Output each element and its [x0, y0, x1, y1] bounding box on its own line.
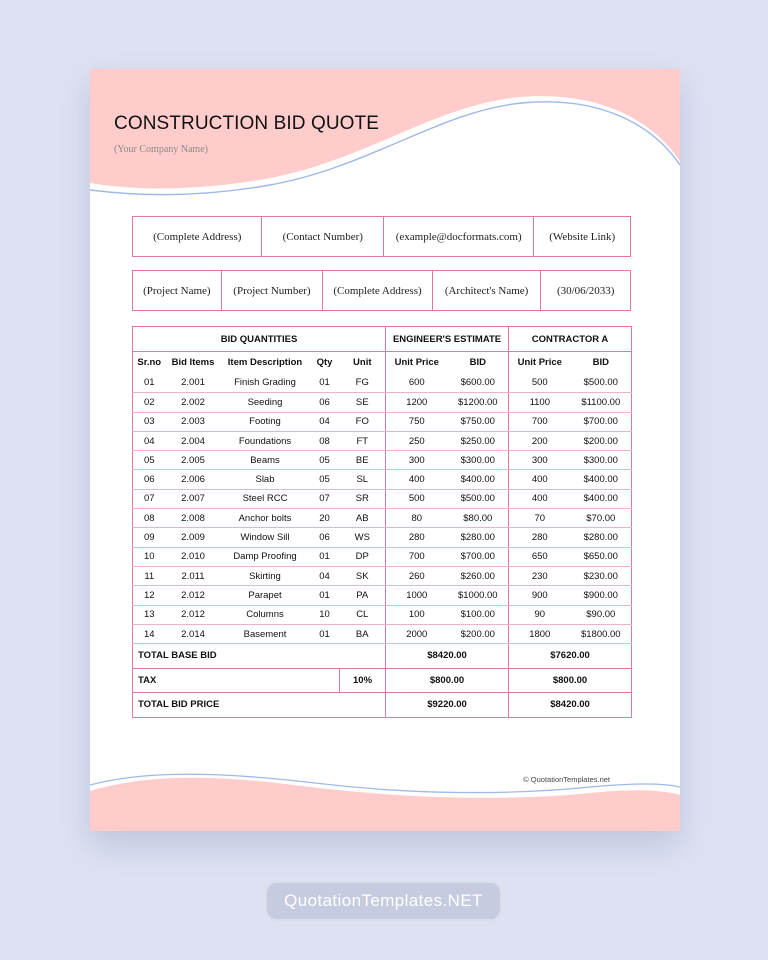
cell-unit: PA: [340, 586, 386, 605]
cell-con-unit-price: 400: [509, 470, 571, 489]
cell-eng-bid: $280.00: [448, 528, 509, 547]
total-bid-price-label: TOTAL BID PRICE: [133, 693, 386, 718]
cell-eng-unit-price: 280: [386, 528, 448, 547]
cell-con-bid: $1100.00: [571, 393, 632, 412]
group-header-row: [133, 327, 632, 352]
total-base-bid-label: TOTAL BASE BID: [133, 644, 386, 669]
cell-eng-unit-price: 300: [386, 451, 448, 470]
cell-con-unit-price: 400: [509, 489, 571, 508]
cell-unit: FO: [340, 412, 386, 431]
cell-con-bid: $650.00: [571, 547, 632, 566]
col-header-eng-bid: BID: [448, 352, 509, 374]
cell-bid-item: 2.011: [166, 566, 221, 585]
cell-eng-unit-price: 400: [386, 470, 448, 489]
cell-description: Slab: [221, 470, 310, 489]
cell-unit: BE: [340, 451, 386, 470]
cell-con-unit-price: 650: [509, 547, 571, 566]
cell-unit: SL: [340, 470, 386, 489]
cell-srno: 05: [133, 451, 166, 470]
cell-eng-bid: $260.00: [448, 566, 509, 585]
cell-srno: 06: [133, 470, 166, 489]
cell-con-bid: $400.00: [571, 470, 632, 489]
cell-description: Columns: [221, 605, 310, 624]
cell-eng-unit-price: 2000: [386, 624, 448, 643]
cell-con-unit-price: 1100: [509, 393, 571, 412]
cell-description: Finish Grading: [221, 374, 310, 393]
table-row: [133, 470, 632, 489]
cell-eng-bid: $500.00: [448, 489, 509, 508]
cell-con-unit-price: 500: [509, 374, 571, 393]
cell-eng-unit-price: 250: [386, 431, 448, 450]
cell-eng-bid: $300.00: [448, 451, 509, 470]
bid-table: [132, 326, 632, 718]
cell-eng-bid: $400.00: [448, 470, 509, 489]
cell-eng-bid: $80.00: [448, 509, 509, 528]
cell-srno: 14: [133, 624, 166, 643]
cell-con-bid: $200.00: [571, 431, 632, 450]
cell-con-bid: $280.00: [571, 528, 632, 547]
table-row: [133, 566, 632, 585]
table-row: [133, 624, 632, 643]
total-base-bid-engineer: $8420.00: [386, 644, 509, 669]
cell-eng-bid: $200.00: [448, 624, 509, 643]
cell-con-bid: $500.00: [571, 374, 632, 393]
cell-con-unit-price: 1800: [509, 624, 571, 643]
cell-qty: 10: [310, 605, 340, 624]
cell-eng-unit-price: 750: [386, 412, 448, 431]
col-header-unit: Unit: [340, 352, 386, 374]
cell-bid-item: 2.002: [166, 393, 221, 412]
tax-label: TAX: [133, 668, 340, 693]
cell-con-bid: $230.00: [571, 566, 632, 585]
cell-srno: 08: [133, 509, 166, 528]
cell-srno: 10: [133, 547, 166, 566]
group-header-bid-quantities: BID QUANTITIES: [133, 327, 386, 352]
group-header-contractor: CONTRACTOR A: [509, 327, 632, 352]
cell-con-unit-price: 70: [509, 509, 571, 528]
cell-qty: 20: [310, 509, 340, 528]
cell-eng-bid: $750.00: [448, 412, 509, 431]
cell-con-bid: $70.00: [571, 509, 632, 528]
cell-con-bid: $90.00: [571, 605, 632, 624]
cell-srno: 13: [133, 605, 166, 624]
cell-qty: 06: [310, 393, 340, 412]
cell-unit: SR: [340, 489, 386, 508]
table-row: [133, 374, 632, 393]
table-row: [133, 547, 632, 566]
cell-con-bid: $700.00: [571, 412, 632, 431]
group-header-engineer: ENGINEER'S ESTIMATE: [386, 327, 509, 352]
col-header-eng-unit-price: Unit Price: [394, 357, 439, 369]
cell-eng-unit-price: 1200: [386, 393, 448, 412]
cell-description: Beams: [221, 451, 310, 470]
cell-bid-item: 2.012: [166, 605, 221, 624]
cell-bid-item: 2.006: [166, 470, 221, 489]
tax-engineer: $800.00: [386, 668, 509, 693]
project-number-cell: (Project Number): [222, 271, 324, 310]
cell-description: Parapet: [221, 586, 310, 605]
cell-srno: 12: [133, 586, 166, 605]
cell-unit: AB: [340, 509, 386, 528]
cell-eng-bid: $250.00: [448, 431, 509, 450]
tax-rate: 10%: [340, 668, 386, 693]
cell-qty: 06: [310, 528, 340, 547]
cell-con-unit-price: 300: [509, 451, 571, 470]
total-bid-price-contractor: $8420.00: [509, 693, 632, 718]
cell-bid-item: 2.007: [166, 489, 221, 508]
table-row: [133, 586, 632, 605]
cell-con-unit-price: 700: [509, 412, 571, 431]
table-row: [133, 528, 632, 547]
footer-credit: © QuotationTemplates.net: [523, 775, 610, 784]
table-row: [133, 412, 632, 431]
tax-row: [133, 668, 632, 693]
cell-qty: 01: [310, 547, 340, 566]
cell-qty: 01: [310, 374, 340, 393]
cell-bid-item: 2.004: [166, 431, 221, 450]
cell-srno: 11: [133, 566, 166, 585]
project-address-cell: (Complete Address): [323, 271, 433, 310]
cell-bid-item: 2.014: [166, 624, 221, 643]
cell-unit: DP: [340, 547, 386, 566]
cell-con-unit-price: 280: [509, 528, 571, 547]
footer-wave: [90, 771, 680, 831]
brand-watermark: QuotationTemplates.NET: [265, 881, 502, 921]
table-row: [133, 451, 632, 470]
company-name: (Your Company Name): [114, 144, 208, 155]
cell-eng-unit-price: 260: [386, 566, 448, 585]
cell-bid-item: 2.005: [166, 451, 221, 470]
cell-unit: CL: [340, 605, 386, 624]
cell-description: Steel RCC: [221, 489, 310, 508]
cell-bid-item: 2.009: [166, 528, 221, 547]
cell-eng-unit-price: 1000: [386, 586, 448, 605]
table-row: [133, 489, 632, 508]
cell-eng-unit-price: 700: [386, 547, 448, 566]
cell-description: Foundations: [221, 431, 310, 450]
total-base-bid-contractor: $7620.00: [509, 644, 632, 669]
total-bid-price-engineer: $9220.00: [386, 693, 509, 718]
cell-eng-bid: $100.00: [448, 605, 509, 624]
cell-con-unit-price: 230: [509, 566, 571, 585]
cell-eng-unit-price: 100: [386, 605, 448, 624]
cell-eng-unit-price: 600: [386, 374, 448, 393]
cell-srno: 09: [133, 528, 166, 547]
project-name-cell: (Project Name): [133, 271, 222, 310]
cell-con-unit-price: 900: [509, 586, 571, 605]
table-row: [133, 431, 632, 450]
website-cell: (Website Link): [549, 230, 616, 243]
col-header-con-unit-price: Unit Price: [517, 357, 562, 369]
cell-description: Basement: [221, 624, 310, 643]
cell-qty: 05: [310, 451, 340, 470]
table-row: [133, 393, 632, 412]
cell-con-unit-price: 90: [509, 605, 571, 624]
address-cell: (Complete Address): [133, 217, 262, 256]
cell-description: Footing: [221, 412, 310, 431]
table-row: [133, 509, 632, 528]
tax-contractor: $800.00: [509, 668, 632, 693]
cell-description: Window Sill: [221, 528, 310, 547]
cell-qty: 01: [310, 624, 340, 643]
col-header-bid-items: Bid Items: [171, 357, 215, 369]
cell-eng-bid: $600.00: [448, 374, 509, 393]
cell-srno: 02: [133, 393, 166, 412]
cell-eng-bid: $1200.00: [448, 393, 509, 412]
table-row: [133, 605, 632, 624]
contact-info-row: [132, 216, 631, 257]
col-header-description: Item Description: [227, 357, 303, 369]
cell-qty: 04: [310, 412, 340, 431]
cell-qty: 01: [310, 586, 340, 605]
col-header-qty: Qty: [316, 357, 333, 369]
cell-qty: 04: [310, 566, 340, 585]
cell-srno: 03: [133, 412, 166, 431]
cell-description: Skirting: [221, 566, 310, 585]
cell-con-bid: $400.00: [571, 489, 632, 508]
email-cell: (example@docformats.com): [384, 217, 534, 256]
cell-con-bid: $300.00: [571, 451, 632, 470]
col-header-con-bid: BID: [571, 352, 632, 374]
cell-bid-item: 2.012: [166, 586, 221, 605]
cell-unit: WS: [340, 528, 386, 547]
document-title: CONSTRUCTION BID QUOTE: [114, 113, 380, 134]
architect-cell: (Architect's Name): [433, 271, 542, 310]
cell-bid-item: 2.010: [166, 547, 221, 566]
cell-eng-unit-price: 500: [386, 489, 448, 508]
cell-unit: SE: [340, 393, 386, 412]
cell-con-bid: $900.00: [571, 586, 632, 605]
cell-unit: BA: [340, 624, 386, 643]
contact-number-cell: (Contact Number): [262, 217, 384, 256]
cell-bid-item: 2.001: [166, 374, 221, 393]
cell-qty: 07: [310, 489, 340, 508]
header-wave: [90, 69, 680, 204]
cell-unit: SK: [340, 566, 386, 585]
column-header-row: [133, 352, 632, 374]
cell-qty: 08: [310, 431, 340, 450]
cell-eng-bid: $1000.00: [448, 586, 509, 605]
cell-srno: 07: [133, 489, 166, 508]
quote-sheet: [90, 69, 680, 831]
total-bid-price-row: [133, 693, 632, 718]
cell-eng-unit-price: 80: [386, 509, 448, 528]
cell-description: Anchor bolts: [221, 509, 310, 528]
cell-eng-bid: $700.00: [448, 547, 509, 566]
cell-srno: 04: [133, 431, 166, 450]
total-base-bid-row: [133, 644, 632, 669]
cell-bid-item: 2.008: [166, 509, 221, 528]
cell-con-bid: $1800.00: [571, 624, 632, 643]
cell-description: Damp Proofing: [221, 547, 310, 566]
cell-bid-item: 2.003: [166, 412, 221, 431]
cell-unit: FG: [340, 374, 386, 393]
col-header-srno: Sr.no: [133, 352, 166, 374]
date-cell: (30/06/2033): [556, 284, 615, 297]
cell-srno: 01: [133, 374, 166, 393]
cell-qty: 05: [310, 470, 340, 489]
cell-con-unit-price: 200: [509, 431, 571, 450]
cell-description: Seeding: [221, 393, 310, 412]
cell-unit: FT: [340, 431, 386, 450]
project-info-row: [132, 270, 631, 311]
